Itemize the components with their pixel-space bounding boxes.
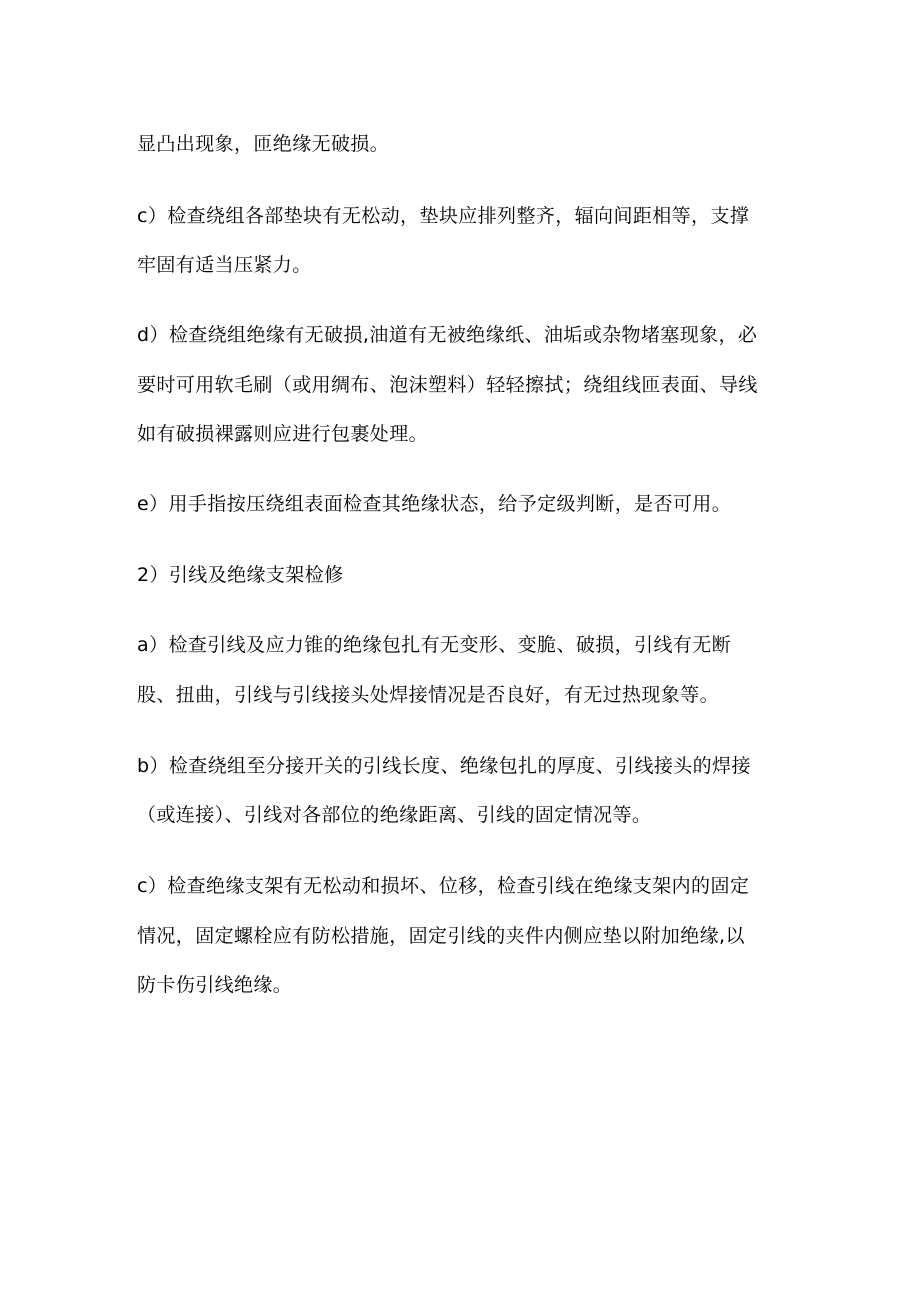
text-line: c）检查绕组各部垫块有无松动，垫块应排列整齐，辐向间距相等，支撑 xyxy=(137,205,750,227)
text-line: b）检查绕组至分接开关的引线长度、绝缘包扎的厚度、引线接头的焊接 xyxy=(137,755,751,777)
text-line: 显凸出现象，匝绝缘无破损。 xyxy=(137,133,390,155)
text-line: 牢固有适当压紧力。 xyxy=(137,254,312,276)
text-line: c）检查绝缘支架有无松动和损坏、位移，检查引线在绝缘支架内的固定 xyxy=(137,875,750,897)
text-line: 防卡伤引线绝缘。 xyxy=(137,974,293,996)
text-line: 如有破损裸露则应进行包裹处理。 xyxy=(137,423,429,445)
text-line: d）检查绕组绝缘有无破损,油道有无被绝缘纸、油垢或杂物堵塞现象，必 xyxy=(137,324,758,346)
section-heading: 2）引线及绝缘支架检修 xyxy=(137,564,344,586)
text-line: a）检查引线及应力锥的绝缘包扎有无变形、变脆、破损，引线有无断 xyxy=(137,634,732,656)
text-line: e）用手指按压绕组表面检查其绝缘状态，给予定级判断，是否可用。 xyxy=(137,493,732,515)
text-line: 股、扭曲，引线与引线接头处焊接情况是否良好，有无过热现象等。 xyxy=(137,684,720,706)
text-line: 要时可用软毛刷（或用绸布、泡沫塑料）轻轻擦拭；绕组线匝表面、导线 xyxy=(137,374,758,396)
text-line: 情况，固定螺栓应有防松措施，固定引线的夹件内侧应垫以附加绝缘,以 xyxy=(137,925,745,947)
text-line: （或连接）、引线对各部位的绝缘距离、引线的固定情况等。 xyxy=(137,804,652,826)
